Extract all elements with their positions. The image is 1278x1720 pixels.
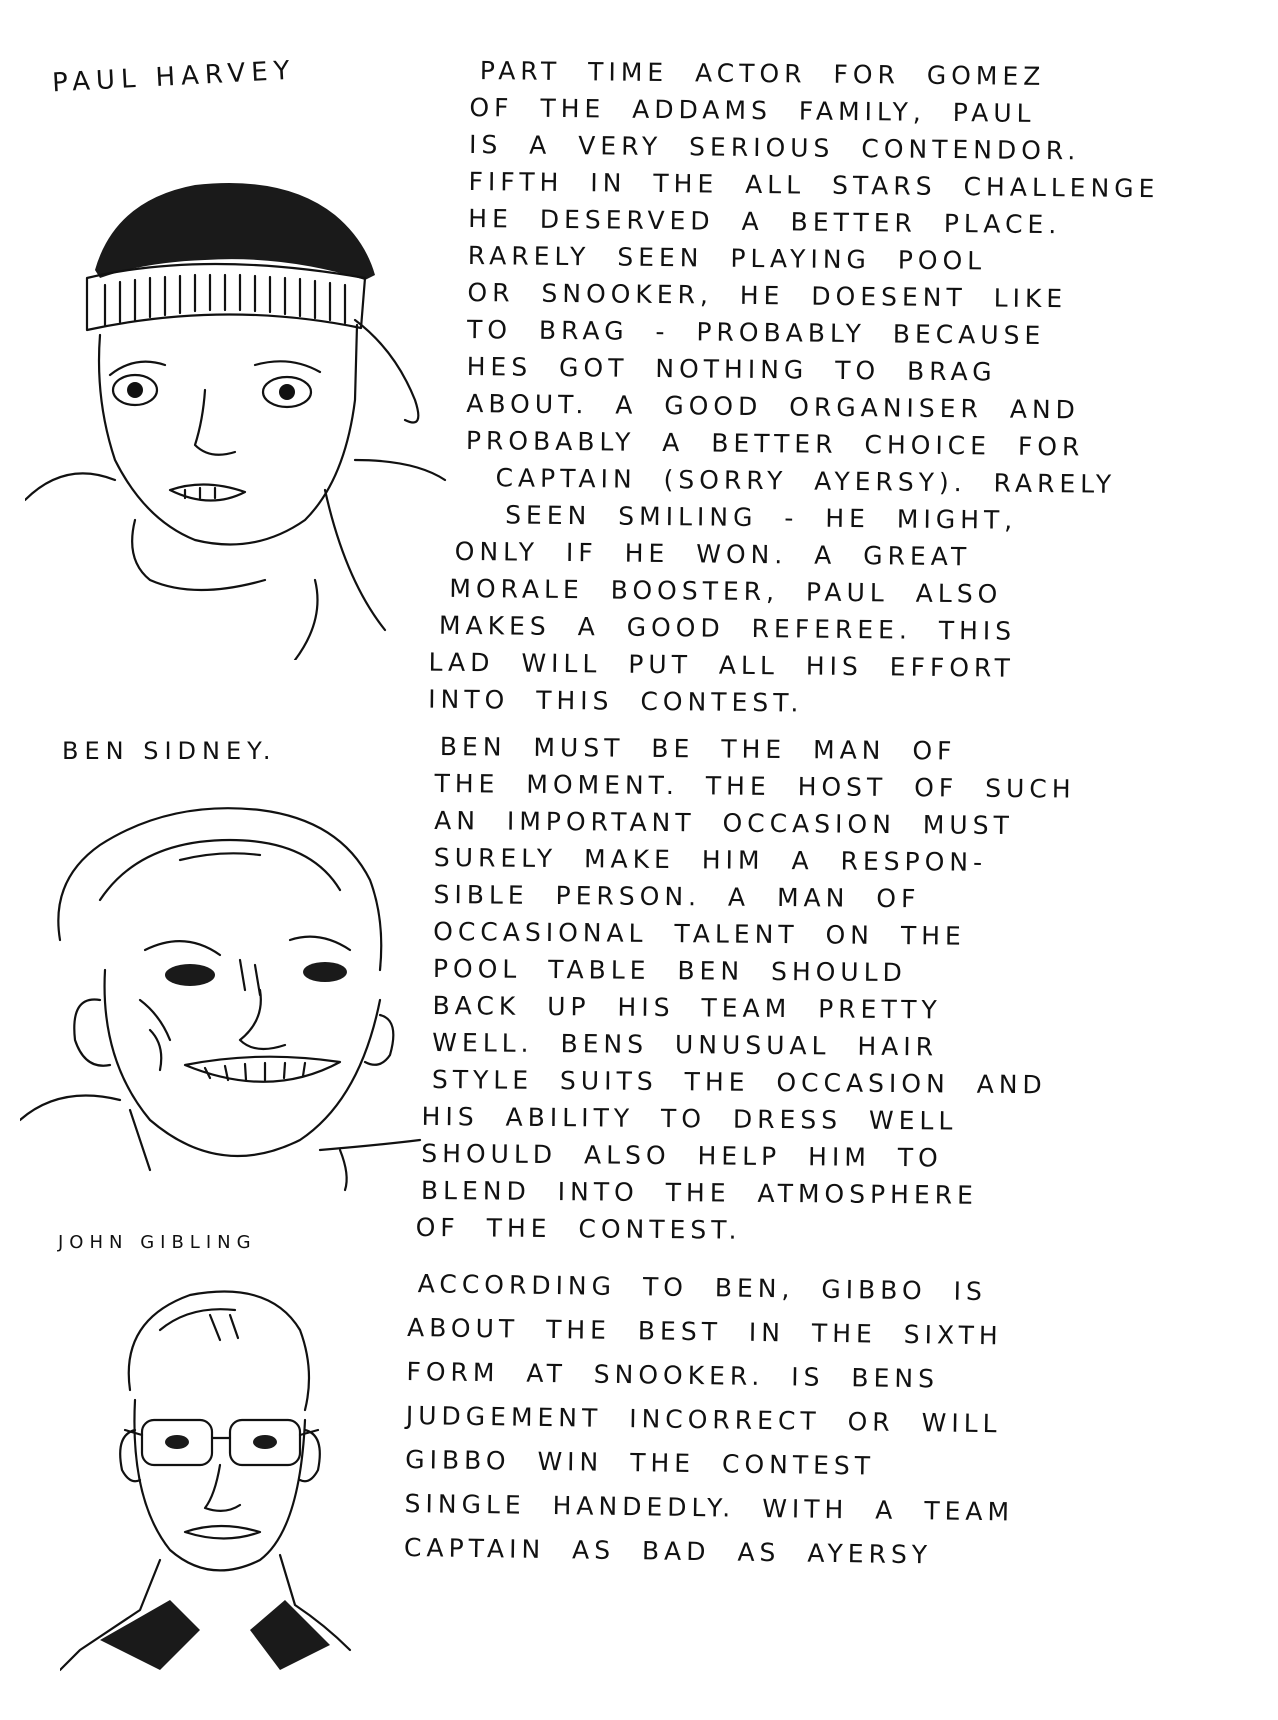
description-line: HES GOT NOTHING TO BRAG xyxy=(466,351,997,387)
profile-description-ben xyxy=(415,728,1076,1252)
description-line: MAKES A GOOD REFEREE. THIS xyxy=(438,610,1017,646)
description-line: CAPTAIN AS BAD AS AYERSY xyxy=(403,1532,933,1570)
description-line: SHOULD ALSO HELP HIM TO xyxy=(421,1138,943,1173)
description-line: OF THE CONTEST. xyxy=(415,1212,742,1245)
description-line: BACK UP HIS TEAM PRETTY xyxy=(432,990,942,1025)
description-line: OCCASIONAL TALENT ON THE xyxy=(433,916,966,951)
description-line: PART TIME ACTOR FOR GOMEZ xyxy=(479,56,1046,92)
portrait-paul-harvey xyxy=(25,160,465,660)
description-line: PROBABLY A BETTER CHOICE FOR xyxy=(465,425,1085,462)
description-line: HE DESERVED A BETTER PLACE. xyxy=(468,203,1062,240)
portrait-john-gibling xyxy=(60,1270,360,1710)
profile-name-ben: BEN SIDNEY. xyxy=(62,737,277,765)
description-line: FORM AT SNOOKER. IS BENS xyxy=(406,1356,940,1394)
description-line: OR SNOOKER, HE DOESENT LIKE xyxy=(467,277,1068,314)
description-line: LAD WILL PUT ALL HIS EFFORT xyxy=(428,647,1015,683)
description-line: ABOUT. A GOOD ORGANISER AND xyxy=(466,388,1081,425)
description-line: AN IMPORTANT OCCASION MUST xyxy=(434,805,1014,841)
description-line: WELL. BENS UNUSUAL HAIR xyxy=(432,1027,939,1062)
description-line: SIBLE PERSON. A MAN OF xyxy=(433,879,921,914)
description-line: BLEND INTO THE ATMOSPHERE xyxy=(420,1175,979,1210)
description-line: RARELY SEEN PLAYING POOL xyxy=(467,240,987,276)
description-line: TO BRAG - PROBABLY BECAUSE xyxy=(466,314,1046,351)
profile-name-john: JOHN GIBLING xyxy=(58,1232,257,1253)
description-line: JUDGEMENT INCORRECT OR WILL xyxy=(405,1400,1002,1439)
description-line: INTO THIS CONTEST. xyxy=(428,684,804,718)
description-line: FIFTH IN THE ALL STARS CHALLENGE xyxy=(468,166,1160,204)
description-line: SEEN SMILING - HE MIGHT, xyxy=(505,500,1018,535)
description-line: ONLY IF HE WON. A GREAT xyxy=(454,536,972,572)
description-line: POOL TABLE BEN SHOULD xyxy=(432,953,907,988)
portrait-ben-sidney xyxy=(20,800,430,1200)
description-line: IS A VERY SERIOUS CONTENDOR. xyxy=(468,129,1081,166)
description-line: STYLE SUITS THE OCCASION AND xyxy=(431,1064,1047,1100)
description-line: MORALE BOOSTER, PAUL ALSO xyxy=(449,573,1003,609)
description-line: GIBBO WIN THE CONTEST xyxy=(405,1444,876,1481)
description-line: HIS ABILITY TO DRESS WELL xyxy=(421,1101,958,1136)
profile-name-paul: PAUL HARVEY xyxy=(51,55,297,99)
description-line: ABOUT THE BEST IN THE SIXTH xyxy=(406,1312,1003,1351)
profile-description-paul xyxy=(428,52,1161,725)
description-line: BEN MUST BE THE MAN OF xyxy=(439,732,957,766)
description-line: THE MOMENT. THE HOST OF SUCH xyxy=(434,768,1076,804)
description-line: SINGLE HANDEDLY. WITH A TEAM xyxy=(404,1488,1015,1527)
description-line: OF THE ADDAMS FAMILY, PAUL xyxy=(469,92,1036,128)
description-line: CAPTAIN (SORRY AYERSY). RARELY xyxy=(495,463,1117,499)
description-line: ACCORDING TO BEN, GIBBO IS xyxy=(417,1269,988,1307)
description-line: SURELY MAKE HIM A RESPON- xyxy=(433,842,988,877)
profile-description-john xyxy=(404,1262,1018,1578)
